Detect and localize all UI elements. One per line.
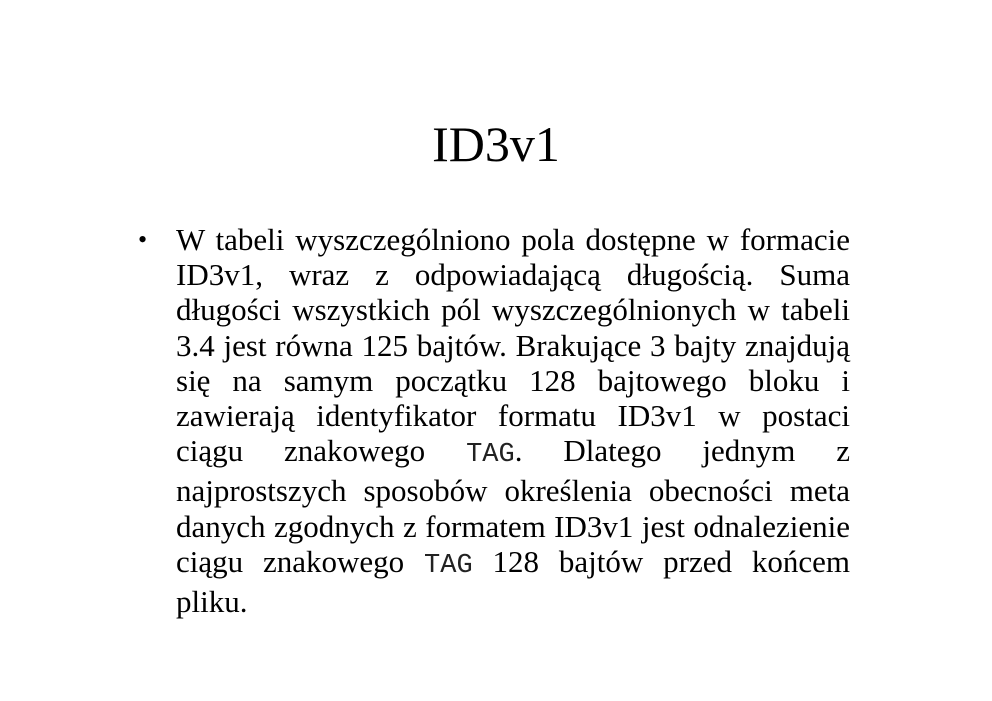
bullet-text-part-3: 128 bajtów przed końcem pliku. xyxy=(176,543,850,620)
bullet-dot-icon: • xyxy=(138,225,148,254)
bullet-text-part-2: . Dlatego jednym z najprostszych sposobów określenia obecności meta danych zgodnych z formatem ID3v1 jest odnalezienie ciągu znakowego xyxy=(176,433,850,579)
slide-title: ID3v1 xyxy=(432,116,560,172)
bullet-text-part-1: W tabeli wyszczególniono pola dostępne w formacie ID3v1, wraz z odpowiadającą długością. Suma długości wszystkich pól wyszczególnionych w tabeli 3.4 jest równa 125 bajtów. Brakujące 3 bajty znajdują się na samym początku 128 bajtowego bloku i zawierają identyfikator formatu ID3v1 w postaci ciągu znakowego xyxy=(176,222,850,469)
bullet-list xyxy=(138,222,850,619)
bullet-item xyxy=(138,222,850,619)
code-tag-2: TAG xyxy=(424,550,473,581)
code-tag-1: TAG xyxy=(466,440,515,471)
